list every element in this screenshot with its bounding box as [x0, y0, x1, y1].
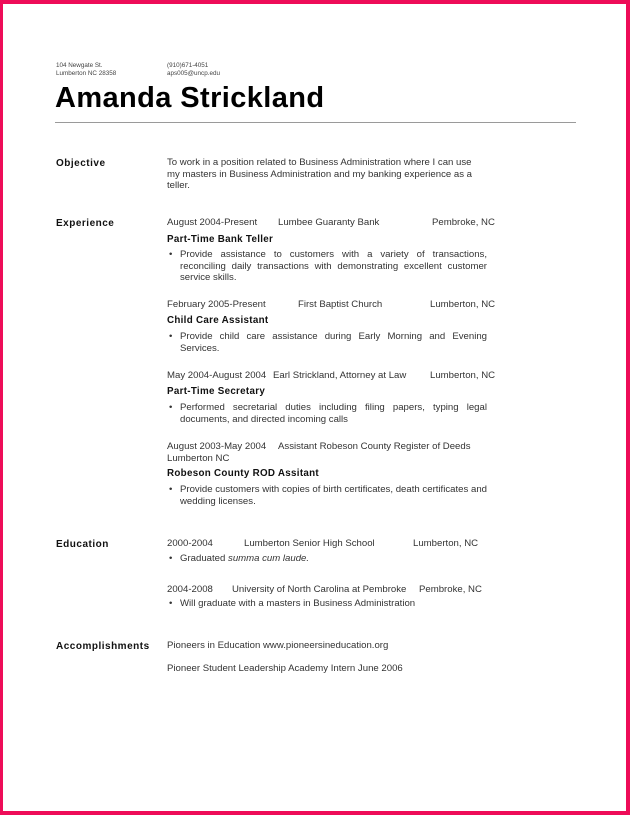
bullet-text — [180, 598, 487, 610]
section-label-education: Education — [56, 539, 109, 550]
objective-line: my masters in Business Administration and my banking experience as a — [167, 168, 473, 180]
job-bullet — [167, 249, 487, 284]
bullet-icon: • — [169, 598, 173, 609]
bullet-text-italic: summa cum laude. — [228, 553, 310, 564]
bullet-icon: • — [169, 553, 173, 564]
bullet-text: Provide customers with copies of birth certificates, death certificates and wedding licenses. — [180, 484, 487, 507]
education-dates: 2000-2004 — [167, 538, 213, 549]
job-title: Part-Time Secretary — [167, 386, 266, 397]
phone: (910)671-4051 — [167, 62, 209, 69]
bullet-text-plain: Will graduate with a masters in Business Administration — [180, 598, 416, 609]
job-employer: Lumbee Guaranty Bank — [278, 217, 380, 228]
job-bullet — [167, 402, 487, 425]
section-label-objective: Objective — [56, 158, 106, 169]
job-employer: First Baptist Church — [298, 299, 383, 310]
job-location: Pembroke, NC — [432, 217, 495, 228]
objective-line: teller. — [167, 180, 190, 191]
contact-phone-email — [167, 62, 220, 78]
job-location: Lumberton NC — [167, 452, 230, 464]
objective-line: To work in a position related to Business Administration where I can use — [167, 157, 472, 168]
bullet-icon: • — [169, 402, 173, 413]
accomplishment-item: Pioneer Student Leadership Academy Intern June 2006 — [167, 663, 403, 674]
bullet-icon: • — [169, 484, 173, 495]
job-employer: Earl Strickland, Attorney at Law — [273, 370, 407, 381]
job-employer: Assistant Robeson County Register of Deeds — [278, 441, 471, 452]
bullet-text: Provide assistance to customers with a variety of transactions, reconciling daily transactions with demonstrating excellent customer service skills. — [180, 249, 487, 283]
education-location: Pembroke, NC — [419, 584, 482, 595]
job-location: Lumberton, NC — [430, 299, 496, 310]
job-bullet — [167, 484, 487, 507]
objective-text — [167, 157, 487, 192]
address-line-2: Lumberton NC 28358 — [56, 70, 117, 77]
education-bullet — [167, 553, 487, 565]
education-school: University of North Carolina at Pembroke — [232, 584, 407, 595]
education-school: Lumberton Senior High School — [244, 538, 375, 549]
education-bullet — [167, 598, 487, 610]
section-label-experience: Experience — [56, 218, 115, 229]
section-label-accomplishments: Accomplishments — [56, 641, 150, 652]
address-line-1: 104 Newgate St. — [56, 62, 103, 69]
header-rule-divider — [55, 122, 576, 123]
job-dates: August 2003-May 2004 — [167, 441, 267, 452]
education-dates: 2004-2008 — [167, 584, 213, 595]
job-dates: August 2004-Present — [167, 217, 258, 228]
accomplishment-item: Pioneers in Education www.pioneersineducation.org — [167, 640, 389, 651]
bullet-text-plain: Graduated — [180, 553, 229, 564]
bullet-text — [180, 553, 487, 565]
candidate-name: Amanda Strickland — [55, 82, 325, 114]
bullet-icon: • — [169, 249, 173, 260]
contact-address — [56, 62, 116, 78]
job-title: Part-Time Bank Teller — [167, 234, 274, 245]
job-bullet — [167, 331, 487, 354]
job-location: Lumberton, NC — [430, 370, 496, 381]
bullet-text: Provide child care assistance during Early Morning and Evening Services. — [180, 331, 487, 354]
education-location: Lumberton, NC — [413, 538, 479, 549]
email: aps005@uncp.edu — [167, 70, 220, 77]
bullet-text: Performed secretarial duties including filing papers, typing legal documents, and directed incoming calls — [180, 402, 487, 425]
job-title: Robeson County ROD Assitant — [167, 468, 319, 479]
bullet-icon: • — [169, 331, 173, 342]
job-dates: February 2005-Present — [167, 299, 266, 310]
job-title: Child Care Assistant — [167, 315, 269, 326]
job-dates: May 2004-August 2004 — [167, 370, 267, 381]
